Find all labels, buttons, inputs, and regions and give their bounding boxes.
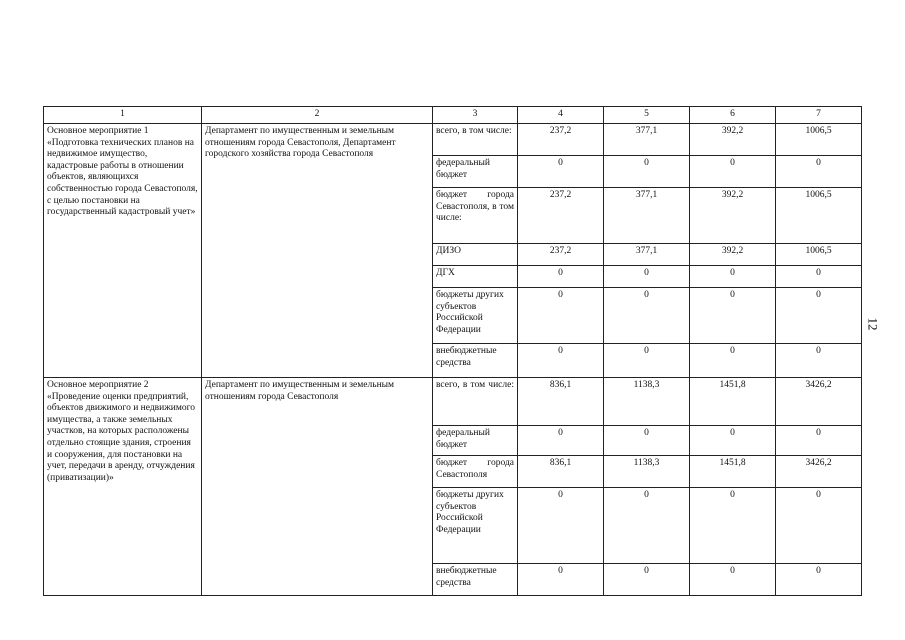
page-number: 12: [865, 317, 881, 331]
funding-category: внебюджетные средства: [433, 344, 518, 378]
value-cell-col-6: 0: [690, 288, 776, 344]
value-cell-col-6: 0: [690, 564, 776, 596]
value-cell-col-7: 0: [776, 426, 862, 456]
value-cell-col-4: 0: [518, 564, 604, 596]
value-cell-col-6: 0: [690, 156, 776, 188]
funding-category: бюджеты других субъектов Российской Федерации: [433, 488, 518, 564]
header-cell-4: 4: [518, 107, 604, 124]
value-cell-col-4: 0: [518, 344, 604, 378]
value-cell-col-7: 3426,2: [776, 378, 862, 426]
value-cell-col-5: 0: [604, 564, 690, 596]
value-cell-col-6: 392,2: [690, 124, 776, 156]
funding-category: федеральный бюджет: [433, 156, 518, 188]
header-cell-6: 6: [690, 107, 776, 124]
value-cell-col-7: 0: [776, 344, 862, 378]
funding-category: внебюджетные средства: [433, 564, 518, 596]
value-cell-col-7: 1006,5: [776, 124, 862, 156]
funding-category: ДИЗО: [433, 244, 518, 266]
value-cell-col-4: 836,1: [518, 456, 604, 488]
value-cell-col-6: 1451,8: [690, 378, 776, 426]
value-cell-col-7: 0: [776, 564, 862, 596]
value-cell-col-7: 0: [776, 288, 862, 344]
budget-table: [43, 106, 862, 596]
measure-description: Основное мероприятие 2 «Проведение оценки предприятий, объектов движимого и недвижимого имущества, а также земельных участков, на которых расположены отдельно стоящие здания, строения и сооружения, для постановки на учет, передачи в аренду, отчуждения (приватизации)»: [44, 378, 202, 596]
header-cell-5: 5: [604, 107, 690, 124]
table-row: [44, 378, 862, 426]
value-cell-col-6: 392,2: [690, 244, 776, 266]
header-cell-3: 3: [433, 107, 518, 124]
value-cell-col-4: 237,2: [518, 244, 604, 266]
value-cell-col-6: 392,2: [690, 188, 776, 244]
value-cell-col-5: 0: [604, 344, 690, 378]
value-cell-col-4: 237,2: [518, 188, 604, 244]
value-cell-col-4: 237,2: [518, 124, 604, 156]
funding-category: всего, в том числе:: [433, 124, 518, 156]
header-cell-1: 1: [44, 107, 202, 124]
funding-category: федеральный бюджет: [433, 426, 518, 456]
value-cell-col-5: 1138,3: [604, 378, 690, 426]
value-cell-col-7: 0: [776, 488, 862, 564]
header-cell-2: 2: [202, 107, 433, 124]
value-cell-col-6: 1451,8: [690, 456, 776, 488]
value-cell-col-5: 1138,3: [604, 456, 690, 488]
value-cell-col-6: 0: [690, 344, 776, 378]
funding-category: бюджет города Севастополя: [433, 456, 518, 488]
value-cell-col-4: 0: [518, 488, 604, 564]
value-cell-col-4: 0: [518, 156, 604, 188]
value-cell-col-5: 377,1: [604, 244, 690, 266]
header-cell-7: 7: [776, 107, 862, 124]
header-row: [44, 107, 862, 124]
value-cell-col-6: 0: [690, 266, 776, 288]
value-cell-col-5: 377,1: [604, 124, 690, 156]
value-cell-col-4: 836,1: [518, 378, 604, 426]
funding-category: всего, в том числе:: [433, 378, 518, 426]
value-cell-col-5: 0: [604, 426, 690, 456]
value-cell-col-5: 0: [604, 288, 690, 344]
funding-category: бюджет города Севастополя, в том числе:: [433, 188, 518, 244]
value-cell-col-7: 0: [776, 266, 862, 288]
value-cell-col-5: 377,1: [604, 188, 690, 244]
value-cell-col-5: 0: [604, 266, 690, 288]
value-cell-col-5: 0: [604, 156, 690, 188]
value-cell-col-6: 0: [690, 488, 776, 564]
funding-category: ДГХ: [433, 266, 518, 288]
value-cell-col-7: 3426,2: [776, 456, 862, 488]
value-cell-col-4: 0: [518, 426, 604, 456]
value-cell-col-5: 0: [604, 488, 690, 564]
funding-category: бюджеты других субъектов Российской Федерации: [433, 288, 518, 344]
measure-description: Основное мероприятие 1 «Подготовка технических планов на недвижимое имущество, кадастровые работы в отношении объектов, являющихся собственностью города Севастополя, с целью постановки на государственный кадастровый учет»: [44, 124, 202, 378]
value-cell-col-7: 1006,5: [776, 244, 862, 266]
value-cell-col-6: 0: [690, 426, 776, 456]
table-row: [44, 124, 862, 156]
measure-executor: Департамент по имущественным и земельным отношениям города Севастополя: [202, 378, 433, 596]
value-cell-col-7: 0: [776, 156, 862, 188]
value-cell-col-7: 1006,5: [776, 188, 862, 244]
measure-executor: Департамент по имущественным и земельным отношениям города Севастополя, Департамент городского хозяйства города Севастополя: [202, 124, 433, 378]
value-cell-col-4: 0: [518, 266, 604, 288]
value-cell-col-4: 0: [518, 288, 604, 344]
